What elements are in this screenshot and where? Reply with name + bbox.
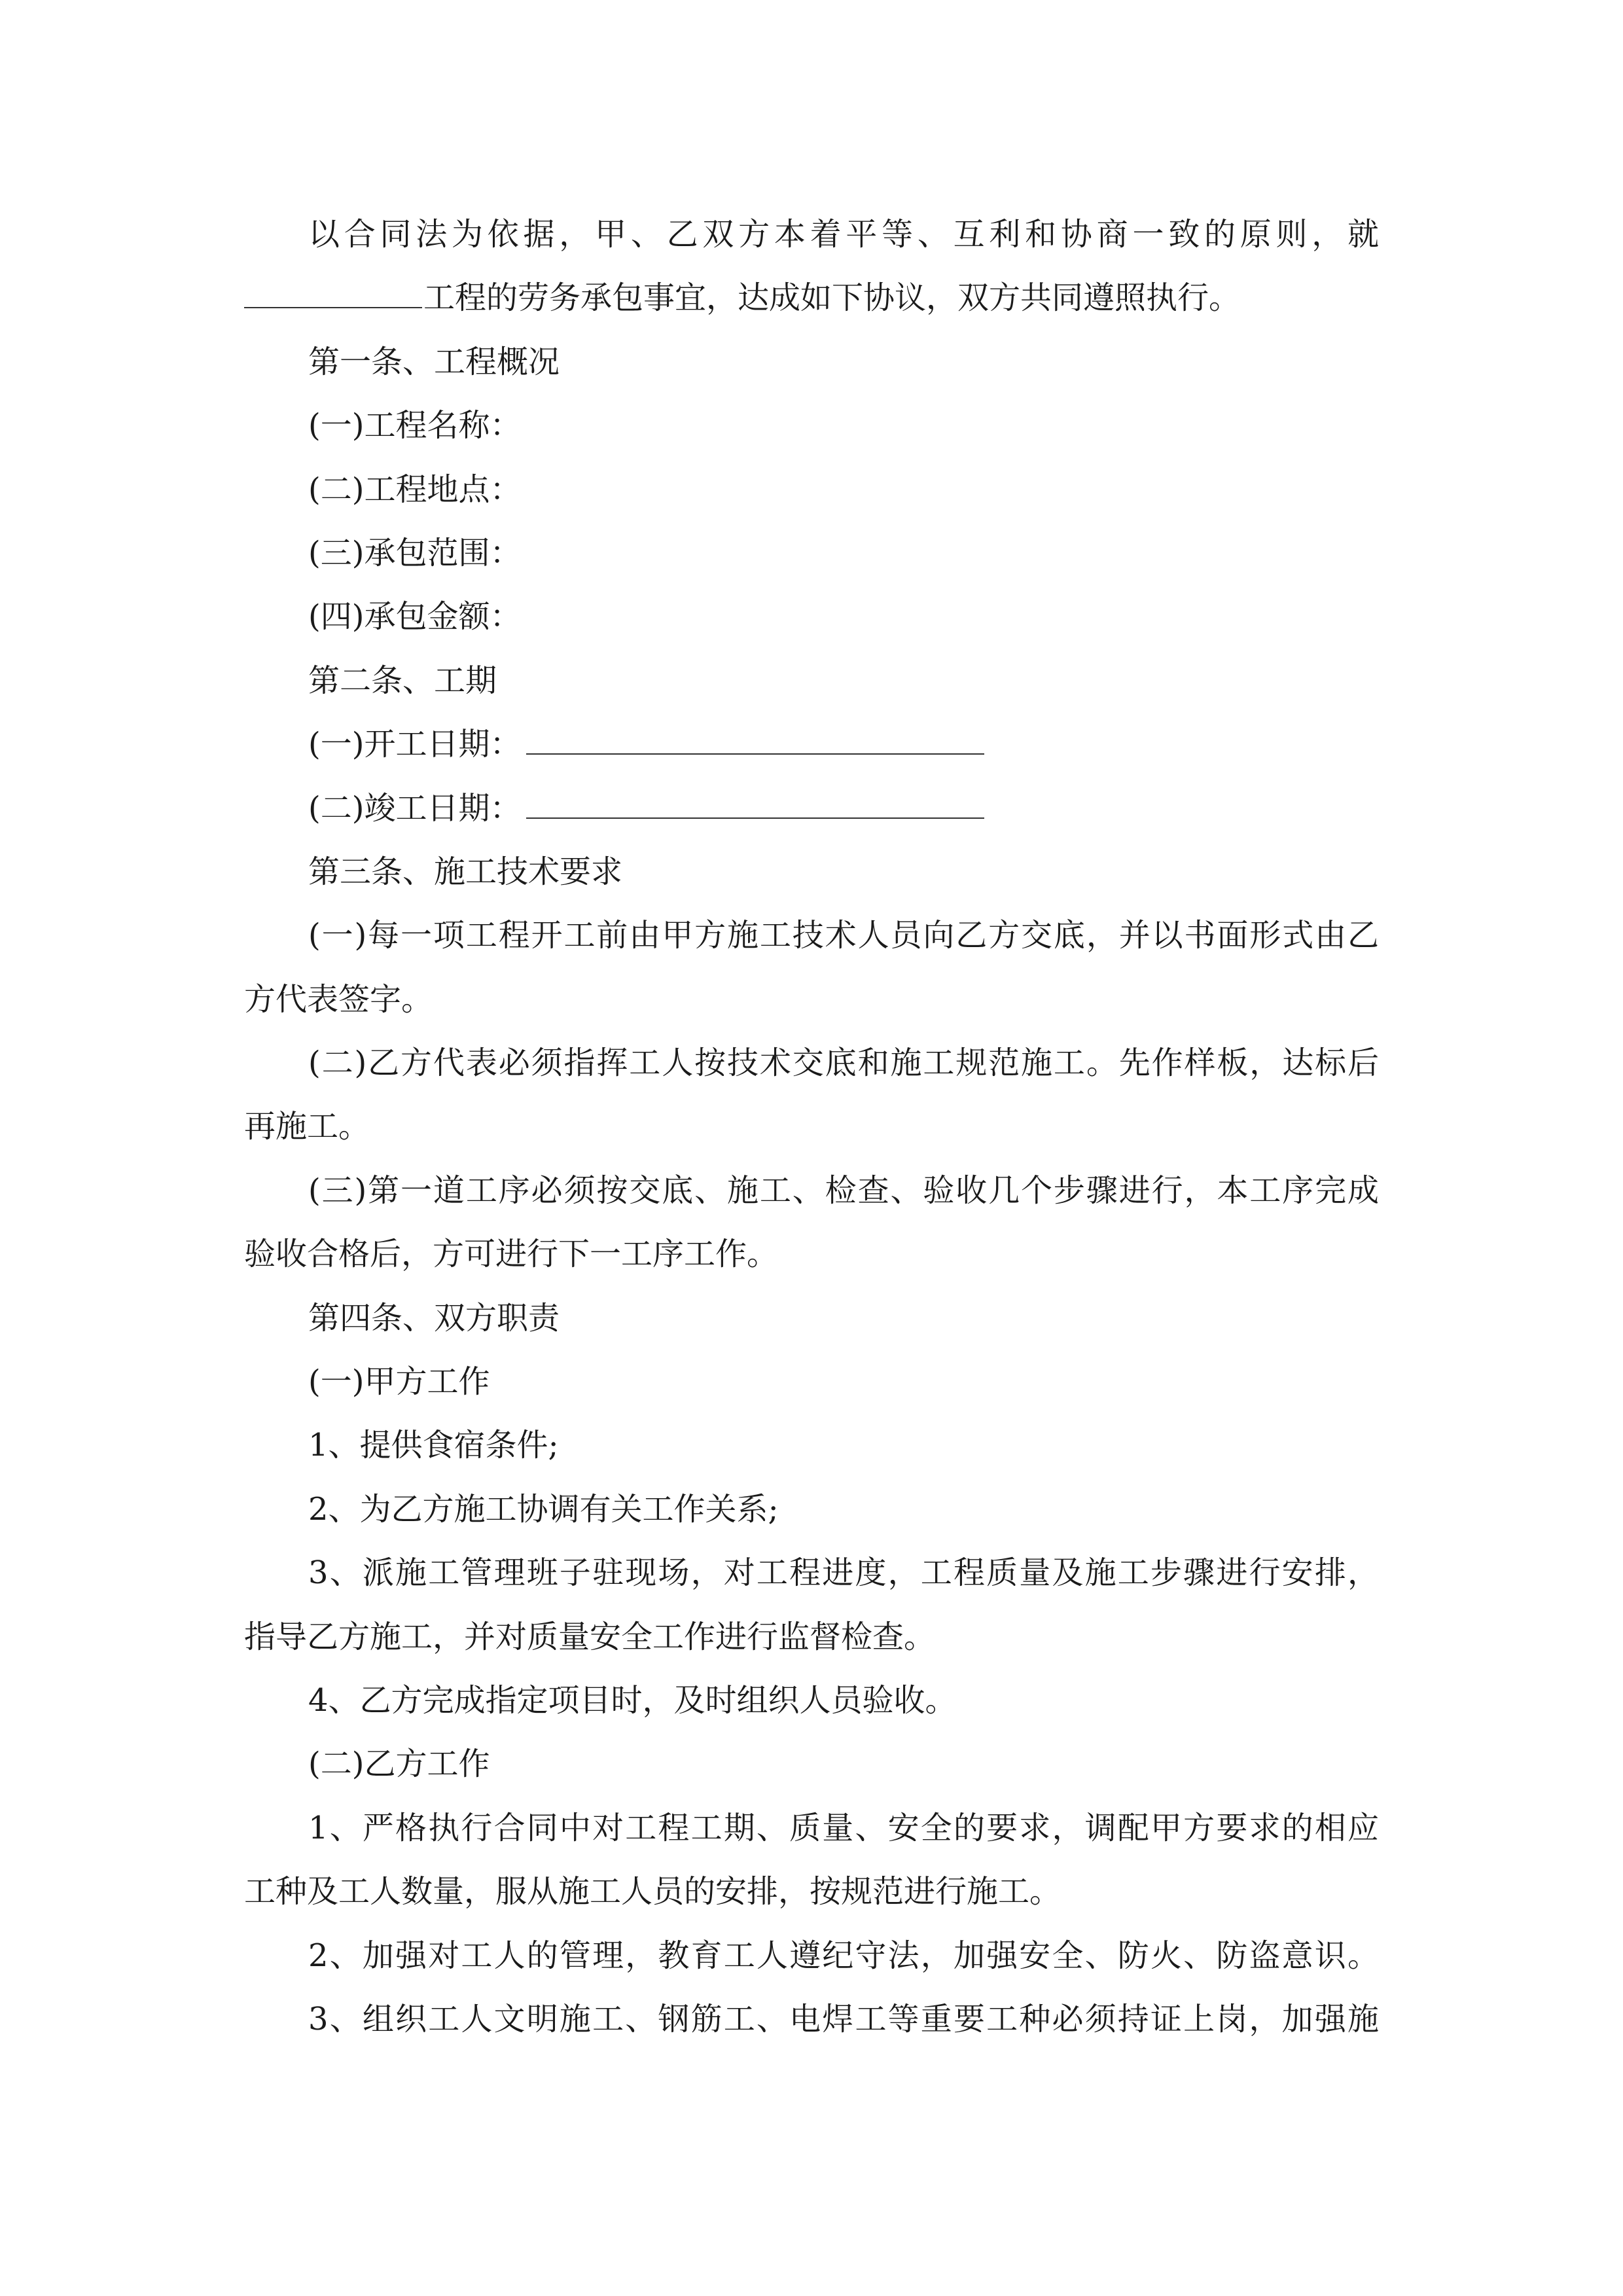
project-location-label: (二)工程地点： — [308, 471, 522, 508]
contract-amount-label: (四)承包金额： — [308, 598, 522, 636]
party-a-duties-heading: (一)甲方工作 — [308, 1363, 490, 1401]
article-4-heading: 第四条、双方职责 — [308, 1299, 560, 1336]
start-date-line — [244, 713, 1379, 776]
completion-date-blank — [526, 780, 984, 819]
tech-req-2-line-2: 再施工。 — [244, 1108, 370, 1145]
completion-date-label: (二)竣工日期： — [308, 789, 522, 827]
project-name-label: (一)工程名称： — [308, 407, 522, 444]
party-a-duty-1: 1、提供食宿条件; — [308, 1427, 559, 1464]
party-a-duty-4: 4、乙方完成指定项目时，及时组织人员验收。 — [308, 1681, 957, 1719]
tech-req-2-line-1: (二)乙方代表必须指挥工人按技术交底和施工规范施工。先作样板，达标后 — [308, 1045, 1379, 1082]
start-date-label: (一)开工日期： — [308, 726, 522, 763]
party-b-duties-heading: (二)乙方工作 — [308, 1746, 490, 1783]
party-b-duty-2: 2、加强对工人的管理，教育工人遵纪守法，加强安全、防火、防盗意识。 — [308, 1937, 1379, 1974]
completion-date-line — [244, 777, 1379, 840]
intro-line-2 — [244, 266, 1379, 330]
article-2-heading: 第二条、工期 — [308, 662, 497, 699]
tech-req-3-line-2: 验收合格后，方可进行下一工序工作。 — [244, 1236, 779, 1273]
article-3-heading: 第三条、施工技术要求 — [308, 853, 623, 890]
tech-req-3-line-1: (三)第一道工序必须按交底、施工、检查、验收几个步骤进行，本工序完成 — [308, 1172, 1379, 1209]
party-a-duty-2: 2、为乙方施工协调有关工作关系; — [308, 1490, 779, 1528]
tech-req-1-line-1: (一)每一项工程开工前由甲方施工技术人员向乙方交底，并以书面形式由乙 — [308, 917, 1379, 954]
tech-req-1-line-2: 方代表签字。 — [244, 980, 433, 1018]
project-name-blank — [244, 269, 422, 308]
party-b-duty-1-line-2: 工种及工人数量，服从施工人员的安排，按规范进行施工。 — [244, 1873, 1061, 1910]
party-b-duty-1-line-1: 1、严格执行合同中对工程工期、质量、安全的要求，调配甲方要求的相应 — [308, 1809, 1379, 1846]
party-b-duty-3-line-1: 3、组织工人文明施工、钢筋工、电焊工等重要工种必须持证上岗，加强施 — [308, 2000, 1379, 2037]
article-1-heading: 第一条、工程概况 — [308, 343, 560, 380]
contract-scope-label: (三)承包范围： — [308, 534, 522, 571]
intro-line-1: 以合同法为依据，甲、乙双方本着平等、互利和协商一致的原则，就 — [308, 216, 1379, 253]
contract-body — [244, 203, 1379, 2051]
party-a-duty-3-line-2: 指导乙方施工，并对质量安全工作进行监督检查。 — [244, 1618, 936, 1655]
party-a-duty-3-line-1: 3、派施工管理班子驻现场，对工程进度，工程质量及施工步骤进行安排， — [308, 1554, 1379, 1592]
intro-line-2-text: 工程的劳务承包事宜，达成如下协议，双方共同遵照执行。 — [423, 279, 1241, 317]
start-date-blank — [526, 715, 984, 755]
